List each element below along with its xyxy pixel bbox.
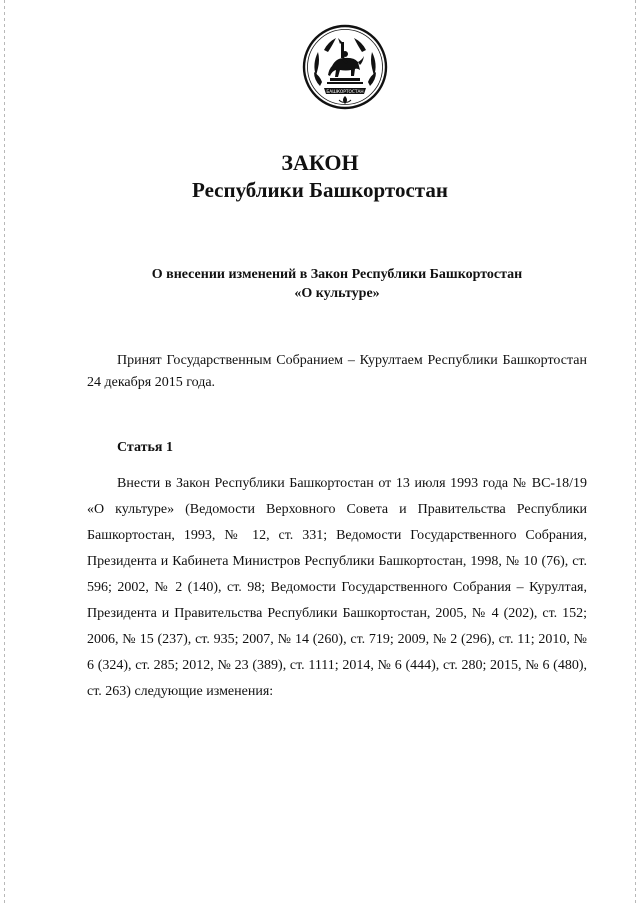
emblem-ribbon-text: БАШКОРТОСТАН bbox=[326, 90, 364, 95]
document-title: ЗАКОН bbox=[281, 150, 359, 175]
law-subject-line-2: «О культуре» bbox=[294, 286, 380, 301]
law-subject bbox=[110, 265, 564, 303]
adoption-statement: Принят Государственным Собранием – Курултаем Республики Башкортостан 24 декабря 2015 года. bbox=[87, 353, 587, 390]
article-heading: Статья 1 bbox=[117, 440, 173, 455]
scan-edge-right bbox=[635, 0, 636, 905]
law-subject-line-1: О внесении изменений в Закон Республики Башкортостан bbox=[151, 267, 523, 282]
document-subtitle: Республики Башкортостан bbox=[192, 178, 448, 202]
article-text: Внести в Закон Республики Башкортостан от 13 июля 1993 года № ВС-18/19 «О культуре» (Ведомости Верховного Совета и Правительства Республики Башкортостан, 1993, № 12, ст. 331; Ведомости Государственного Собрания, Президента и Кабинета Министров Республики Башкортостан, 1998, № 10 (76), ст. 596; 2002, № 2 (140), ст. 98; Ведомости Государственного Собрания – Курултая, Президента и Правительства Республики Башкортостан, 2005, № 4 (202), ст. 152; 2006, № 15 (237), ст. 935; 2007, № 14 (260), ст. 719; 2009, № 2 (296), ст. 11; 2010, № 6 (324), ст. 285; 2012, № 23 (389), ст. 1111; 2014, № 6 (444), ст. 280; 2015, № 6 (480), ст. 263) следующие изменения: bbox=[87, 476, 587, 699]
coat-of-arms-icon bbox=[302, 24, 388, 110]
scan-edge-left bbox=[4, 0, 5, 905]
